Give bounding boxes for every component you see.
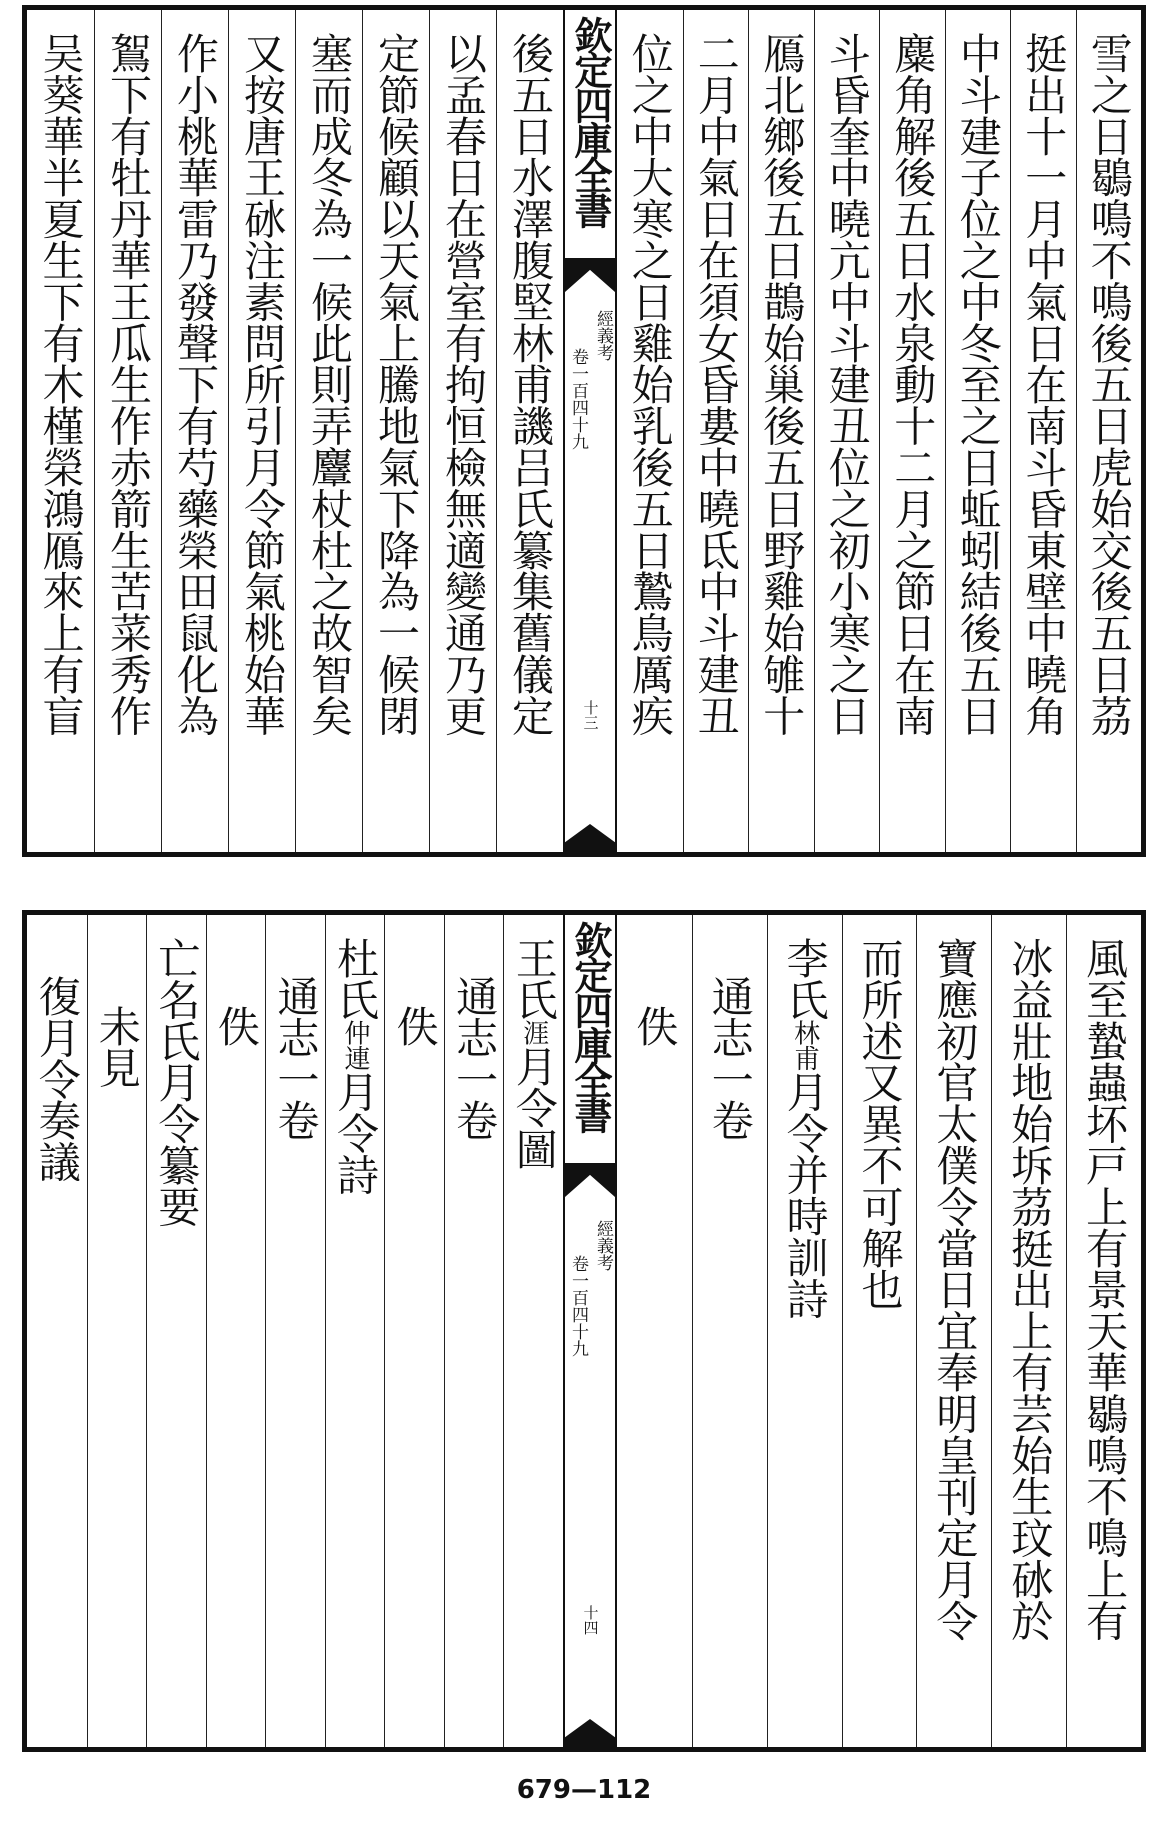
text-column (617, 915, 692, 1747)
fish-tail-ornament-lower (565, 824, 615, 852)
entry-author: 杜氏 (331, 937, 381, 1020)
text-column (444, 915, 504, 1747)
text-column (683, 10, 749, 852)
fish-tail-ornament (565, 1163, 615, 1197)
text-column (325, 915, 385, 1747)
text-column (503, 915, 563, 1747)
text-column (295, 10, 362, 852)
column-text: 鴽下有牡丹華王瓜生作赤箭生苦菜秀作 (104, 32, 153, 736)
text-column (87, 915, 147, 1747)
column-text: 中斗建子位之中冬至之日蚯蚓結後五日 (953, 32, 1003, 736)
gutter-section: 經義考 (593, 310, 613, 361)
column-entry (331, 937, 381, 1195)
gutter-title: 欽定四庫全書 (568, 921, 613, 1131)
column-text: 定節候顧以天氣上騰地氣下降為一候閉 (372, 32, 421, 736)
entry-author: 李氏 (780, 937, 830, 1020)
text-column (916, 915, 991, 1747)
text-column (265, 915, 325, 1747)
text-column (496, 10, 563, 852)
column-entry (509, 937, 559, 1170)
column-text: 佚 (630, 1005, 680, 1047)
column-text: 亡名氏月令纂要 (152, 937, 202, 1227)
column-text: 通志一卷 (271, 975, 321, 1141)
text-column (206, 915, 266, 1747)
entry-note: 林甫 (789, 1019, 820, 1071)
column-text: 吴葵華半夏生下有木槿榮鴻鴈來上有盲 (36, 32, 86, 736)
column-text: 作小桃華雷乃發聲下有芍藥榮田鼠化為 (171, 32, 220, 736)
gutter-title: 欽定四庫全書 (568, 16, 613, 226)
text-column (692, 915, 767, 1747)
text-column (814, 10, 880, 852)
text-column (1066, 915, 1141, 1747)
column-text: 塞而成冬為一候此則弄麞杖杜之故智矣 (305, 32, 354, 736)
gutter-section: 經義考 (593, 1220, 613, 1271)
text-column (27, 915, 87, 1747)
top-center-gutter (563, 10, 617, 852)
entry-note: 仲連 (340, 1019, 371, 1071)
text-column (146, 915, 206, 1747)
entry-title: 月令圖 (509, 1045, 559, 1170)
column-text: 未見 (92, 1005, 142, 1088)
text-column (767, 915, 842, 1747)
text-column (617, 10, 683, 852)
column-text: 冰益壯地始坼茘挺出上有芸始生玟砅於 (1005, 937, 1055, 1641)
column-text: 位之中大寒之日雞始乳後五日鷙鳥厲疾 (625, 32, 675, 736)
gutter-folio: 十三 (581, 700, 600, 730)
column-text: 佚 (390, 1005, 440, 1047)
column-text: 通志一卷 (705, 975, 755, 1141)
text-column (228, 10, 295, 852)
column-text: 鴈北鄉後五日鵲始巢後五日野雞始雊十 (757, 32, 807, 736)
bottom-left-text-panel (27, 915, 563, 1747)
gutter-folio: 十四 (581, 1605, 600, 1635)
page-number: 679—112 (516, 1775, 652, 1805)
text-column (842, 915, 917, 1747)
column-text: 以孟春日在營室有拘恒檢無適變通乃更 (439, 32, 488, 736)
top-page (22, 5, 1146, 857)
entry-title: 月令詩 (331, 1070, 381, 1195)
column-text: 寶應初官太僕令當日宜奉明皇刊定月令 (930, 937, 980, 1641)
column-text: 復月令奏議 (32, 975, 82, 1183)
column-text: 挺出十一月中氣日在南斗昏東壁中曉角 (1019, 32, 1069, 736)
text-column (945, 10, 1011, 852)
bottom-right-text-panel (617, 915, 1141, 1747)
top-right-text-panel (617, 10, 1141, 852)
column-text: 後五日水澤腹堅林甫譏吕氏纂集舊儀定 (506, 32, 555, 736)
text-column (429, 10, 496, 852)
fish-tail-ornament-lower (565, 1719, 615, 1747)
text-column (27, 10, 94, 852)
column-entry (780, 937, 830, 1320)
column-text: 又按唐王砅注素問所引月令節氣桃始華 (238, 32, 287, 736)
bottom-page (22, 910, 1146, 1752)
text-column (1076, 10, 1142, 852)
column-text: 通志一卷 (450, 975, 500, 1141)
text-column (879, 10, 945, 852)
text-column (991, 915, 1066, 1747)
gutter-volume: 卷一百四十九 (568, 1255, 588, 1357)
fish-tail-ornament (565, 258, 615, 292)
text-column (1010, 10, 1076, 852)
column-text: 斗昏奎中曉亢中斗建丑位之初小寒之日 (822, 32, 872, 736)
text-column (384, 915, 444, 1747)
gutter-volume: 卷一百四十九 (568, 348, 588, 450)
text-column (161, 10, 228, 852)
column-text: 麋角解後五日水泉動十二月之節日在南 (888, 32, 938, 736)
column-text: 而所述又異不可解也 (855, 937, 905, 1310)
column-text: 風至蟄蟲坏戸上有景天華鶡鳴不鳴上有 (1080, 937, 1130, 1641)
column-text: 二月中氣日在須女昏婁中曉氐中斗建丑 (691, 32, 741, 736)
column-text: 佚 (211, 1005, 261, 1047)
text-column (362, 10, 429, 852)
text-column (94, 10, 161, 852)
bottom-center-gutter (563, 915, 617, 1747)
entry-author: 王氏 (509, 937, 559, 1020)
top-left-text-panel (27, 10, 563, 852)
column-text: 雪之日鶡鳴不鳴後五日虎始交後五日茘 (1084, 32, 1134, 736)
text-column (748, 10, 814, 852)
entry-title: 月令并時訓詩 (780, 1070, 830, 1320)
entry-note: 涯 (518, 1019, 549, 1046)
